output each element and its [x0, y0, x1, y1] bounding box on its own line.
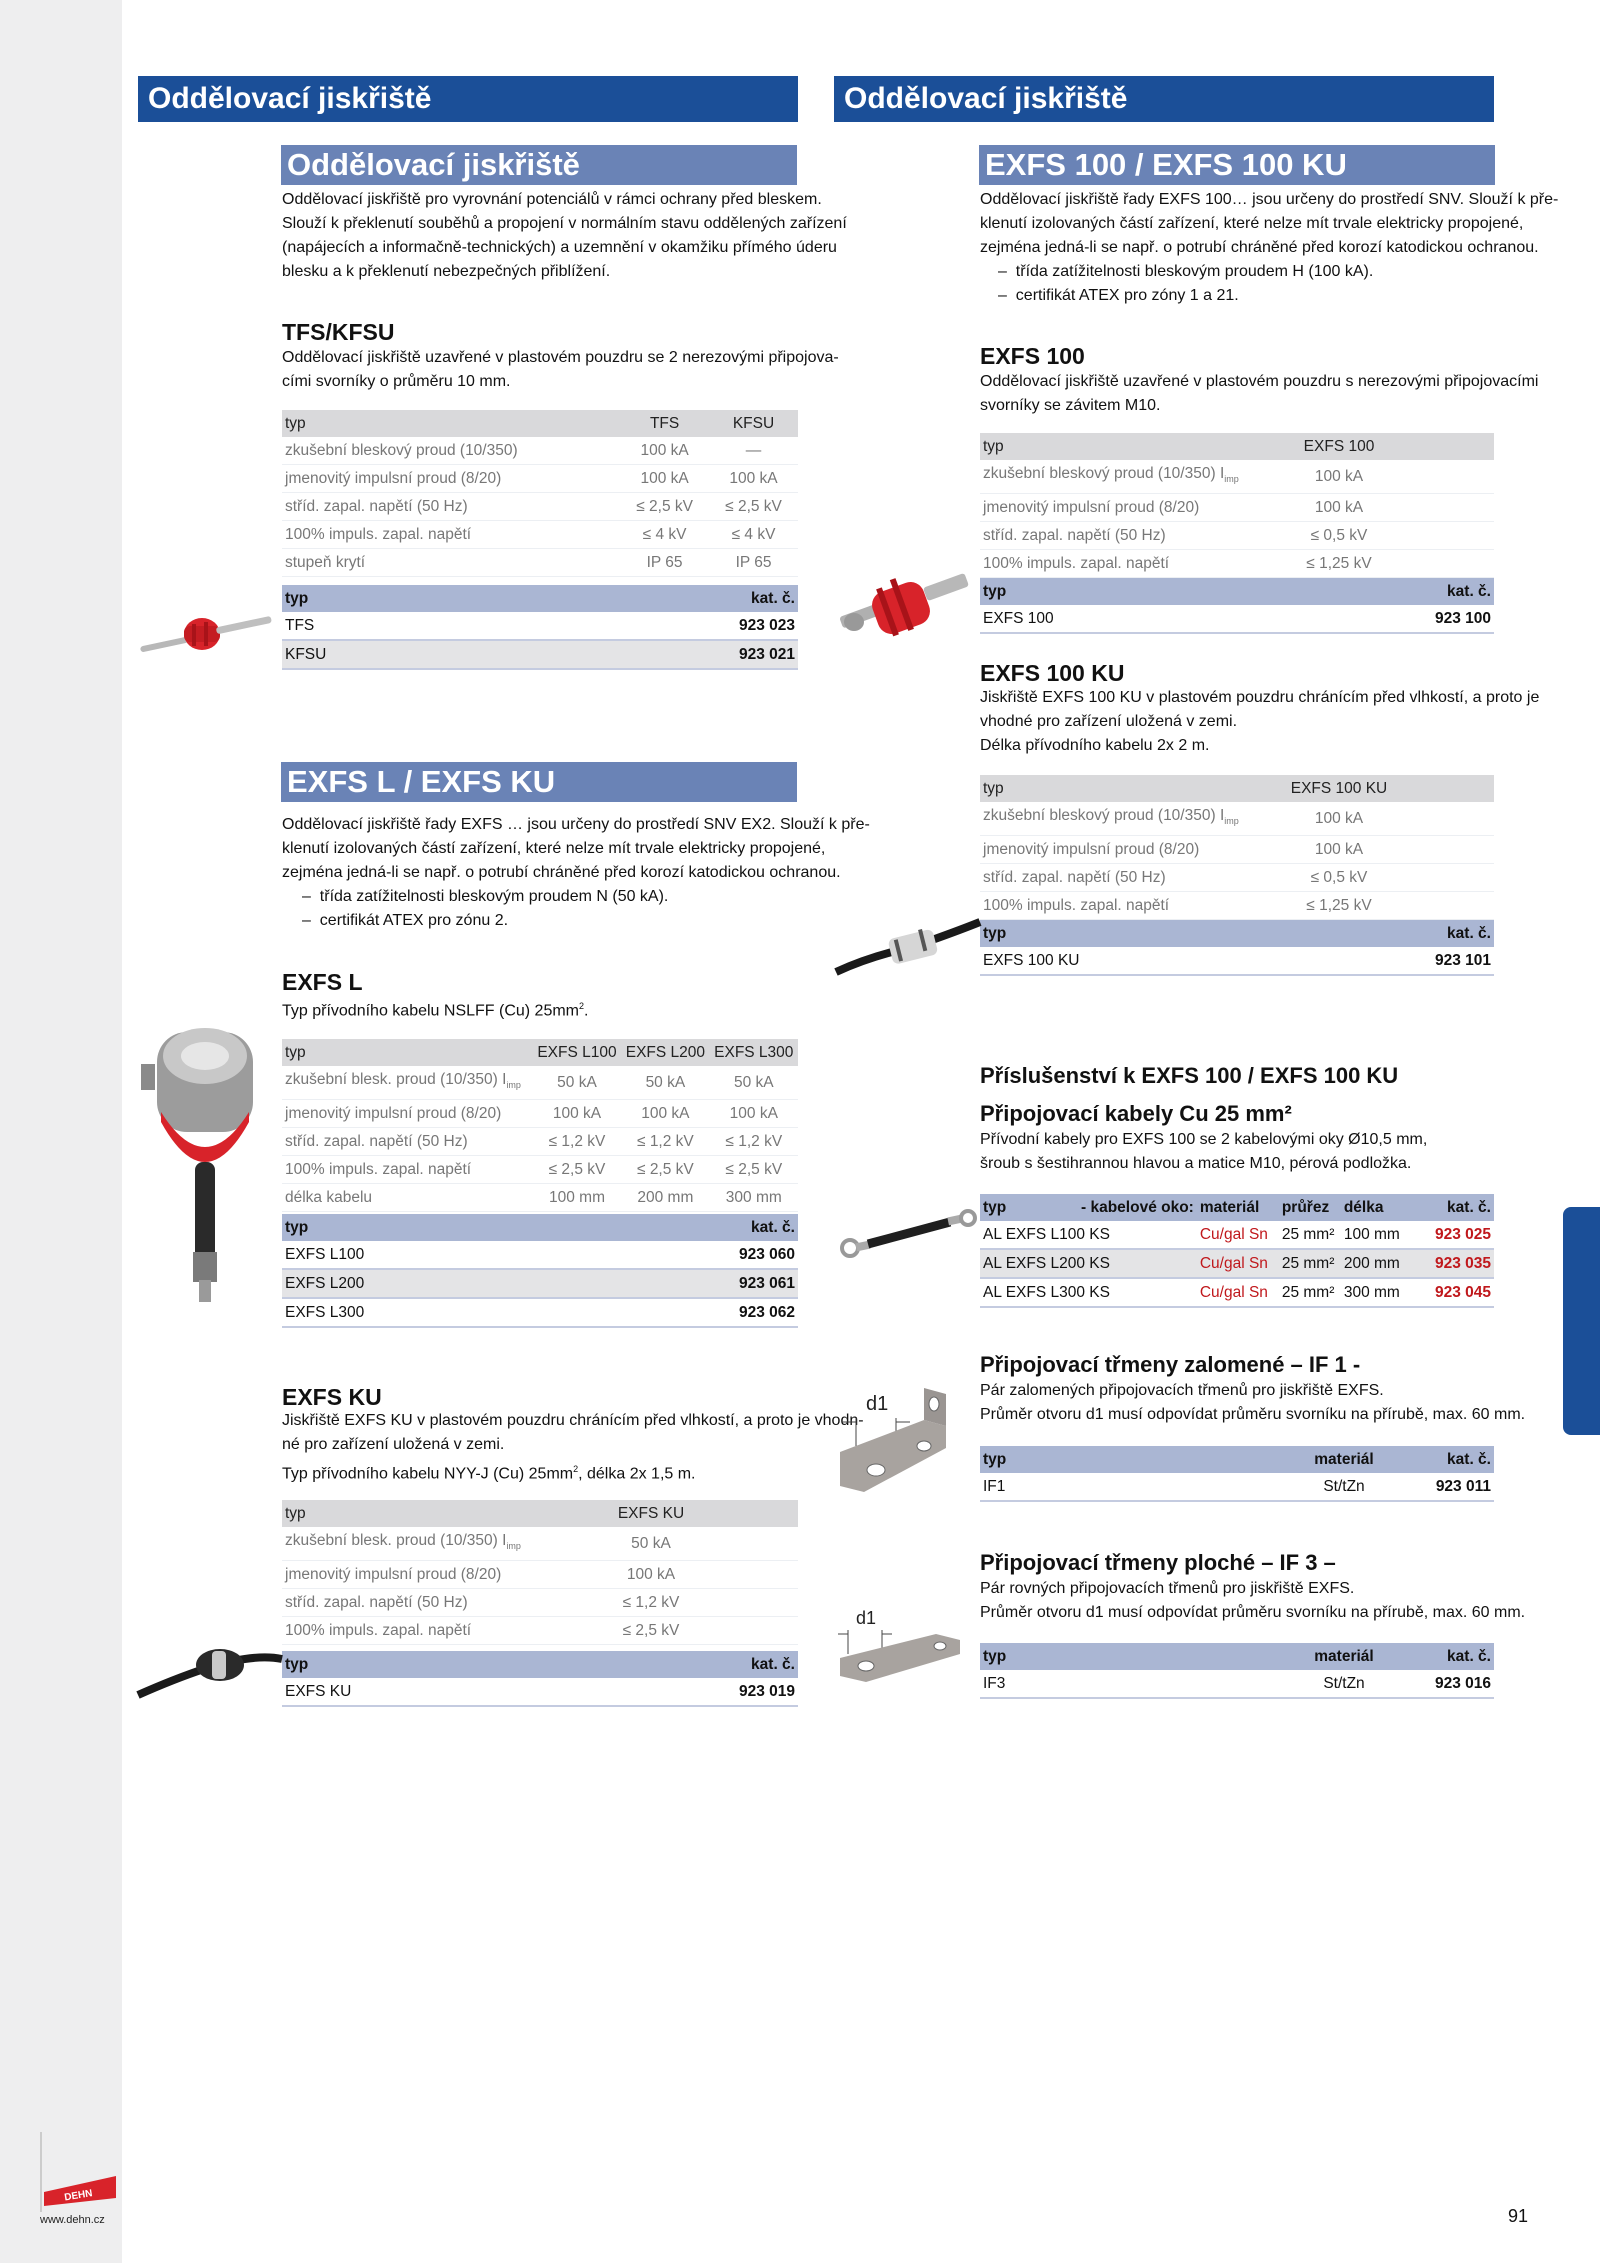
spec-cell — [1392, 802, 1494, 836]
kat-header-cell: typ — [980, 920, 1300, 947]
spec-cell — [1392, 864, 1494, 892]
kat-header-cell: materiál — [1197, 1194, 1279, 1221]
section-line: zejména jedná-li se např. o potrubí chráněné před korozí katodickou ochranou. — [282, 864, 841, 881]
kat-header-cell: kat. č. — [1300, 920, 1494, 947]
spec-cell: stříd. zapal. napětí (50 Hz) — [282, 493, 620, 521]
spec-cell — [694, 1617, 798, 1645]
if1-desc-line: Pár zalomených připojovacích třmenů pro jiskřiště EXFS. — [980, 1382, 1384, 1399]
exfsl-spec-table — [282, 1039, 798, 1212]
exfs100ku-desc-line: Jiskřiště EXFS 100 KU v plastovém pouzdru chránícím před vlhkostí, a proto je — [980, 689, 1540, 706]
spec-cell: 100% impuls. zapal. napětí — [980, 892, 1286, 920]
spec-header-cell: EXFS KU — [608, 1500, 694, 1527]
bullet-item: – třída zatížitelnosti bleskovým proudem H (100 kA). — [998, 263, 1374, 280]
spec-label: zkušební blesk. proud (10/350) I — [285, 1071, 507, 1088]
kat-header-cell: kat. č. — [1264, 578, 1494, 605]
section-line: klenutí izolovaných částí zařízení, které nelze mít trvale elektricky propojené, — [980, 215, 1524, 232]
if3-bracket-image — [836, 1598, 976, 1698]
subscript: imp — [506, 1080, 521, 1091]
kat-header-cell: kat. č. — [505, 585, 798, 612]
spec-cell — [1382, 494, 1494, 522]
subscript: imp — [1224, 474, 1239, 485]
exfsku-desc-line: Jiskřiště EXFS KU v plastovém pouzdru chránícím před vlhkostí, a proto je vhodn- — [282, 1412, 864, 1429]
exfs100ku-desc-line: vhodné pro zařízení uložená v zemi. — [980, 713, 1238, 730]
spec-header-cell: EXFS L300 — [710, 1039, 798, 1066]
spec-cell: ≤ 1,2 kV — [533, 1128, 621, 1156]
spec-header-cell: typ — [980, 775, 1286, 802]
cables-title: Připojovací kabely Cu 25 mm² — [980, 1101, 1292, 1126]
left-column-header: Oddělovací jiskřiště — [138, 76, 798, 122]
exfsku-title: EXFS KU — [282, 1384, 382, 1410]
if3-desc-line: Pár rovných připojovacích třmenů pro jiskřiště EXFS. — [980, 1580, 1355, 1597]
kat-header-cell: typ — [980, 1643, 1286, 1670]
exfs100-desc — [980, 370, 1539, 418]
exfs100-spec-table — [980, 433, 1494, 578]
kat-header-cell: typ — [980, 1446, 1286, 1473]
tfs-desc-line: Oddělovací jiskřiště uzavřené v plastovém pouzdru se 2 nerezovými připojova- — [282, 349, 839, 366]
spec-cell: jmenovitý impulsní proud (8/20) — [980, 494, 1296, 522]
material-cell: St/tZn — [1286, 1473, 1402, 1501]
spec-cell: 50 kA — [621, 1066, 709, 1100]
spec-cell: ≤ 1,25 kV — [1286, 892, 1392, 920]
cross-section-cell: 25 mm² — [1279, 1278, 1341, 1307]
bullet-text: třída zatížitelnosti bleskovým proudem H (100 kA). — [1015, 263, 1374, 280]
spec-cell: stříd. zapal. napětí (50 Hz) — [282, 1589, 608, 1617]
spec-cell — [282, 1066, 533, 1100]
spec-cell: ≤ 2,5 kV — [620, 493, 709, 521]
material-cell: Cu/gal Sn — [1197, 1249, 1279, 1278]
kat-header-cell: délka — [1341, 1194, 1417, 1221]
spec-cell: 100 kA — [1286, 836, 1392, 864]
intro-line: blesku a k překlenutí nebezpečných přiblížení. — [282, 263, 611, 280]
exfsl-kat-table — [282, 1214, 798, 1328]
kat-header-cell: kat. č. — [581, 1214, 798, 1241]
spec-cell: 100 kA — [710, 1100, 798, 1128]
material-cell: Cu/gal Sn — [1197, 1278, 1279, 1307]
exfsl-desc — [282, 994, 588, 1023]
spec-cell: 100 kA — [709, 465, 798, 493]
exfs100ku-kat-table — [980, 920, 1494, 976]
section-line: Oddělovací jiskřiště řady EXFS … jsou určeny do prostředí SNV EX2. Slouží k pře- — [282, 816, 870, 833]
exfsl-product-image — [135, 1012, 275, 1312]
exfs100ku-spec-table — [980, 775, 1494, 920]
kat-header-cell: kat. č. — [1402, 1446, 1494, 1473]
spec-cell — [282, 1156, 533, 1184]
kat-number-cell: 923 025 — [1417, 1221, 1494, 1249]
spec-header-cell: typ — [282, 1500, 608, 1527]
spec-cell: stříd. zapal. napětí (50 Hz) — [980, 864, 1286, 892]
kat-header-cell: kat. č. — [1402, 1643, 1494, 1670]
spec-cell: ≤ 1,25 kV — [1296, 550, 1382, 578]
exfs100-section-text — [980, 188, 1559, 308]
website-text: www.dehn.cz — [40, 2214, 105, 2226]
bullet-item: – certifikát ATEX pro zóny 1 a 21. — [998, 287, 1239, 304]
spec-header-cell: KFSU — [709, 410, 798, 437]
spec-cell: 100 kA — [620, 465, 709, 493]
bullet-item: – třída zatížitelnosti bleskovým proudem N (50 kA). — [302, 888, 669, 905]
kat-header-cell: kat. č. — [560, 1651, 798, 1678]
kat-header-cell: typ — [980, 578, 1264, 605]
spec-cell: 100% impuls. zapal. napětí — [282, 1617, 608, 1645]
spec-header-cell: typ — [282, 410, 620, 437]
kat-type-cell: AL EXFS L200 KS — [980, 1249, 1197, 1278]
spec-header-cell: typ — [980, 433, 1296, 460]
kat-type-cell: AL EXFS L300 KS — [980, 1278, 1197, 1307]
exfsl-section-text — [282, 813, 870, 933]
spec-cell: 50 kA — [533, 1066, 621, 1100]
spec-cell: ≤ 2,5 kV — [710, 1156, 798, 1184]
superscript: 2 — [573, 1464, 579, 1474]
spec-cell: zkušební bleskový proud (10/350) — [282, 437, 620, 465]
spec-cell — [282, 1100, 533, 1128]
kat-number-cell: 923 021 — [505, 640, 798, 669]
spec-cell: 50 kA — [710, 1066, 798, 1100]
spec-cell: 100 kA — [621, 1100, 709, 1128]
exfs100-desc-line: svorníky se závitem M10. — [980, 397, 1161, 414]
spec-cell: ≤ 2,5 kV — [608, 1617, 694, 1645]
dehn-logo — [40, 2132, 120, 2212]
kat-header-cell: typ — [282, 1651, 560, 1678]
spec-cell: 100 kA — [1286, 802, 1392, 836]
intro-line: Slouží k překlenutí souběhů a propojení v normálním stavu oddělených zařízení — [282, 215, 847, 232]
spec-header-cell — [1392, 775, 1494, 802]
spec-cell — [980, 460, 1296, 494]
kat-number-cell: 923 045 — [1417, 1278, 1494, 1307]
exfs100-section-title: EXFS 100 / EXFS 100 KU — [979, 145, 1495, 185]
spec-cell — [1382, 550, 1494, 578]
spec-cell: 100 kA — [1296, 494, 1382, 522]
exfsl-desc-text: Typ přívodního kabelu NSLFF (Cu) 25mm — [282, 1002, 580, 1020]
if1-desc — [980, 1379, 1526, 1427]
right-column-header: Oddělovací jiskřiště — [834, 76, 1494, 122]
kat-number-cell: 923 101 — [1300, 947, 1494, 975]
spec-cell — [1392, 836, 1494, 864]
left-margin-strip — [0, 0, 122, 2263]
spec-cell — [980, 802, 1286, 836]
spec-header-cell: EXFS 100 KU — [1286, 775, 1392, 802]
exfsku-desc-line — [282, 1457, 798, 1486]
exfsl-desc-end: . — [584, 1002, 589, 1020]
spec-cell: ≤ 2,5 kV — [621, 1156, 709, 1184]
spec-cell — [1392, 892, 1494, 920]
spec-cell: ≤ 2,5 kV — [709, 493, 798, 521]
spec-cell: jmenovitý impulsní proud (8/20) — [282, 1561, 608, 1589]
spec-header-cell: EXFS L100 — [533, 1039, 621, 1066]
exfsl-section-title: EXFS L / EXFS KU — [281, 762, 797, 802]
spec-cell: ≤ 2,5 kV — [533, 1156, 621, 1184]
bullet-item: – certifikát ATEX pro zónu 2. — [302, 912, 509, 929]
spec-header-cell — [694, 1500, 798, 1527]
kat-number-cell: 923 061 — [581, 1269, 798, 1298]
spec-label: zkušební blesk. proud (10/350) I — [285, 1532, 507, 1549]
if1-title: Připojovací třmeny zalomené – IF 1 - — [980, 1352, 1361, 1377]
superscript: 2 — [579, 1001, 585, 1011]
accessories-title: Příslušenství k EXFS 100 / EXFS 100 KU — [980, 1063, 1399, 1088]
kat-type-cell: TFS — [282, 612, 505, 640]
exfs100ku-title: EXFS 100 KU — [980, 660, 1125, 686]
exfsku-desc-text: Typ přívodního kabelu NYY-J (Cu) 25mm — [282, 1465, 574, 1483]
spec-cell: ≤ 0,5 kV — [1296, 522, 1382, 550]
spec-header-cell: typ — [282, 1039, 533, 1066]
exfs100ku-desc — [980, 686, 1540, 758]
spec-label: jmenovitý impulsní proud (8/20) — [285, 1105, 502, 1123]
kat-type-cell: KFSU — [282, 640, 505, 669]
spec-cell: 200 mm — [621, 1184, 709, 1212]
spec-cell: 300 mm — [710, 1184, 798, 1212]
kat-type-cell: AL EXFS L100 KS — [980, 1221, 1197, 1249]
spec-cell: 100 kA — [1296, 460, 1382, 494]
exfs100-desc-line: Oddělovací jiskřiště uzavřené v plastovém pouzdru s nerezovými připojovacími — [980, 373, 1539, 390]
intro-line: (napájecích a informačně-technických) a uzemnění v okamžiku přímého úderu — [282, 239, 837, 256]
exfsku-kat-table — [282, 1651, 798, 1707]
intro-text — [282, 188, 847, 284]
intro-title: Oddělovací jiskřiště — [281, 145, 797, 185]
kat-type-cell: EXFS L300 — [282, 1298, 581, 1327]
cables-desc-line: šroub s šestihrannou hlavou a matice M10, pérová podložka. — [980, 1155, 1412, 1172]
kat-type-cell: EXFS L100 — [282, 1241, 581, 1269]
spec-cell: 100 kA — [533, 1100, 621, 1128]
spec-cell: ≤ 0,5 kV — [1286, 864, 1392, 892]
spec-cell: stříd. zapal. napětí (50 Hz) — [980, 522, 1296, 550]
spec-cell — [282, 1128, 533, 1156]
length-cell: 200 mm — [1341, 1249, 1417, 1278]
section-line: klenutí izolovaných částí zařízení, které nelze mít trvale elektricky propojené, — [282, 840, 826, 857]
subscript: imp — [1224, 816, 1239, 827]
spec-label: stříd. zapal. napětí (50 Hz) — [285, 1133, 468, 1151]
kat-header-cell: typ — [282, 585, 505, 612]
spec-cell: ≤ 4 kV — [709, 521, 798, 549]
exfsku-product-image — [134, 1635, 284, 1705]
if3-kat-table — [980, 1643, 1494, 1699]
spec-cell: jmenovitý impulsní proud (8/20) — [282, 465, 620, 493]
page-number: 91 — [1508, 2206, 1529, 2226]
cables-kat-table — [980, 1194, 1494, 1308]
length-cell: 300 mm — [1341, 1278, 1417, 1307]
spec-cell: 100% impuls. zapal. napětí — [282, 521, 620, 549]
exfsku-spec-table — [282, 1500, 798, 1645]
cross-section-cell: 25 mm² — [1279, 1221, 1341, 1249]
kat-number-cell: 923 023 — [505, 612, 798, 640]
kat-type-cell: IF1 — [980, 1473, 1286, 1501]
kat-header-cell: - kabelové oko: — [1078, 1194, 1197, 1221]
section-line: Oddělovací jiskřiště řady EXFS 100… jsou určeny do prostředí SNV. Slouží k pře- — [980, 191, 1559, 208]
spec-cell — [282, 1527, 608, 1561]
spec-cell: jmenovitý impulsní proud (8/20) — [980, 836, 1286, 864]
spec-header-cell: EXFS 100 — [1296, 433, 1382, 460]
d1-label: d1 — [856, 1608, 877, 1628]
tfs-desc-line: cími svorníky o průměru 10 mm. — [282, 373, 511, 390]
section-line: zejména jedná-li se např. o potrubí chráněné před korozí katodickou ochranou. — [980, 239, 1539, 256]
kat-header-cell: průřez — [1279, 1194, 1341, 1221]
tfs-product-image — [132, 602, 282, 672]
kat-header-cell: materiál — [1286, 1446, 1402, 1473]
kat-header-cell: materiál — [1286, 1643, 1402, 1670]
exfsku-desc-line: né pro zařízení uložená v zemi. — [282, 1436, 505, 1453]
dehn-logo-icon — [40, 2132, 120, 2212]
spec-cell — [1382, 460, 1494, 494]
exfs100-product-image — [836, 560, 976, 650]
cables-desc — [980, 1128, 1496, 1176]
exfs100-title: EXFS 100 — [980, 343, 1085, 369]
length-cell: 100 mm — [1341, 1221, 1417, 1249]
spec-cell: ≤ 4 kV — [620, 521, 709, 549]
exfs100ku-product-image — [832, 900, 982, 980]
spec-cell: ≤ 1,2 kV — [710, 1128, 798, 1156]
spec-cell — [694, 1561, 798, 1589]
spec-cell — [694, 1527, 798, 1561]
tfs-desc — [282, 346, 839, 394]
spec-label: 100% impuls. zapal. napětí — [285, 1161, 472, 1179]
kat-number-cell: 923 016 — [1402, 1670, 1494, 1698]
intro-line: Oddělovací jiskřiště pro vyrovnání potenciálů v rámci ochrany před bleskem. — [282, 191, 822, 208]
kat-number-cell: 923 062 — [581, 1298, 798, 1327]
spec-header-cell: TFS — [620, 410, 709, 437]
kat-number-cell: 923 100 — [1264, 605, 1494, 633]
if1-desc-line: Průměr otvoru d1 musí odpovídat průměru svorníku na přírubě, max. 60 mm. — [980, 1406, 1526, 1423]
kat-type-cell: EXFS L200 — [282, 1269, 581, 1298]
cable-product-image — [838, 1208, 978, 1258]
if1-bracket-image — [836, 1382, 976, 1512]
spec-cell: 100% impuls. zapal. napětí — [980, 550, 1296, 578]
spec-cell: — — [709, 437, 798, 465]
spec-label: délka kabelu — [285, 1189, 373, 1207]
exfs100ku-desc-line: Délka přívodního kabelu 2x 2 m. — [980, 737, 1210, 754]
kat-number-cell: 923 011 — [1402, 1473, 1494, 1501]
kat-number-cell: 923 019 — [560, 1678, 798, 1706]
tfs-title: TFS/KFSU — [282, 319, 395, 345]
material-cell: Cu/gal Sn — [1197, 1221, 1279, 1249]
if3-desc — [980, 1577, 1526, 1625]
spec-cell: 100 kA — [620, 437, 709, 465]
bullet-text: certifikát ATEX pro zónu 2. — [319, 912, 509, 929]
if3-title: Připojovací třmeny ploché – IF 3 – — [980, 1550, 1336, 1575]
bullet-text: certifikát ATEX pro zóny 1 a 21. — [1015, 287, 1239, 304]
spec-cell: IP 65 — [620, 549, 709, 577]
kat-type-cell: IF3 — [980, 1670, 1286, 1698]
spec-cell: ≤ 1,2 kV — [608, 1589, 694, 1617]
dehn-logo-text: DEHN — [63, 2188, 94, 2204]
tfs-spec-table — [282, 410, 798, 577]
spec-cell: 50 kA — [608, 1527, 694, 1561]
subscript: imp — [506, 1541, 521, 1552]
spec-cell — [694, 1589, 798, 1617]
spec-cell: ≤ 1,2 kV — [621, 1128, 709, 1156]
exfsku-desc-text: , délka 2x 1,5 m. — [578, 1465, 696, 1483]
spec-cell — [1382, 522, 1494, 550]
exfsku-desc — [282, 1409, 864, 1486]
spec-cell — [282, 1184, 533, 1212]
exfs100-kat-table — [980, 578, 1494, 634]
bullet-text: třída zatížitelnosti bleskovým proudem N (50 kA). — [319, 888, 669, 905]
kat-number-cell: 923 060 — [581, 1241, 798, 1269]
cables-desc-line: Přívodní kabely pro EXFS 100 se 2 kabelovými oky Ø10,5 mm, — [980, 1131, 1428, 1148]
chapter-tab — [1563, 1207, 1600, 1435]
exfsl-title: EXFS L — [282, 969, 363, 995]
spec-cell: stupeň krytí — [282, 549, 620, 577]
d1-label: d1 — [866, 1393, 889, 1415]
cross-section-cell: 25 mm² — [1279, 1249, 1341, 1278]
spec-cell: 100 kA — [608, 1561, 694, 1589]
spec-cell: 100 mm — [533, 1184, 621, 1212]
kat-type-cell: EXFS 100 KU — [980, 947, 1300, 975]
spec-header-cell — [1382, 433, 1494, 460]
tfs-kat-table — [282, 585, 798, 670]
spec-label: zkušební bleskový proud (10/350) I — [983, 465, 1225, 482]
if1-kat-table — [980, 1446, 1494, 1502]
spec-label: zkušební bleskový proud (10/350) I — [983, 807, 1225, 824]
kat-header-cell: kat. č. — [1417, 1194, 1494, 1221]
kat-type-cell: EXFS 100 — [980, 605, 1264, 633]
kat-type-cell: EXFS KU — [282, 1678, 560, 1706]
material-cell: St/tZn — [1286, 1670, 1402, 1698]
kat-number-cell: 923 035 — [1417, 1249, 1494, 1278]
if3-desc-line: Průměr otvoru d1 musí odpovídat průměru svorníku na přírubě, max. 60 mm. — [980, 1604, 1526, 1621]
kat-header-cell: typ — [980, 1194, 1078, 1221]
kat-header-cell: typ — [282, 1214, 581, 1241]
spec-header-cell: EXFS L200 — [621, 1039, 709, 1066]
spec-cell: IP 65 — [709, 549, 798, 577]
